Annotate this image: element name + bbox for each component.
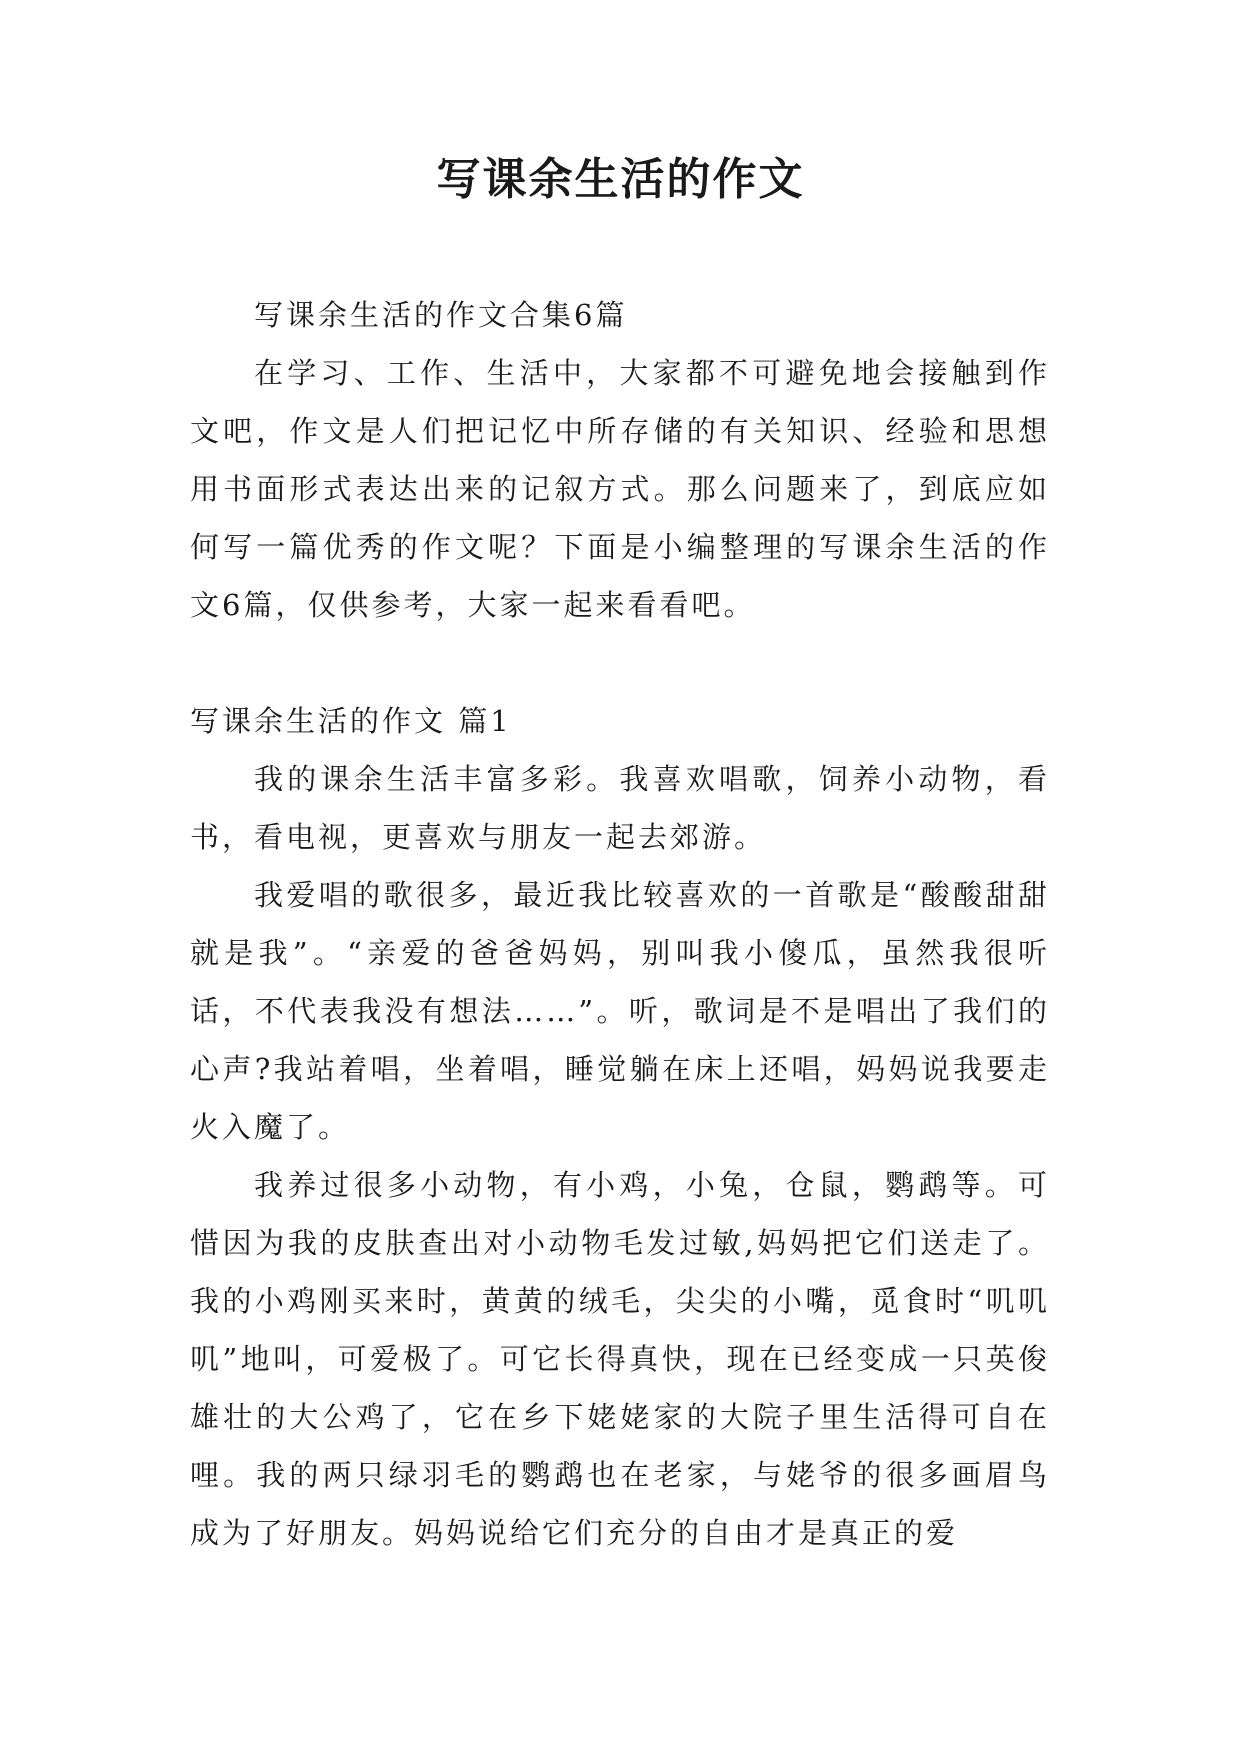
document-body <box>190 286 1050 1562</box>
intro-paragraph: 在学习、工作、生活中，大家都不可避免地会接触到作文吧，作文是人们把记忆中所存储的有关知识、经验和思想用书面形式表达出来的记叙方式。那么问题来了，到底应如何写一篇优秀的作文呢？下面是小编整理的写课余生活的作文6篇，仅供参考，大家一起来看看吧。 <box>190 356 1050 622</box>
document-title: 写课余生活的作文 <box>436 154 805 205</box>
body-paragraph: 我养过很多小动物，有小鸡，小兔，仓鼠，鹦鹉等。可惜因为我的皮肤查出对小动物毛发过敏,妈妈把它们送走了。我的小鸡刚买来时，黄黄的绒毛，尖尖的小嘴，觅食时“叽叽叽”地叫，可爱极了。可它长得真快，现在已经变成一只英俊雄壮的大公鸡了，它在乡下姥姥家的大院子里生活得可自在哩。我的两只绿羽毛的鹦鹉也在老家，与姥爷的很多画眉鸟成为了好朋友。妈妈说给它们充分的自由才是真正的爱 <box>190 1168 1050 1550</box>
body-paragraph: 我的课余生活丰富多彩。我喜欢唱歌，饲养小动物，看书，看电视，更喜欢与朋友一起去郊游。 <box>190 762 1050 854</box>
collection-subtitle: 写课余生活的作文合集6篇 <box>254 298 628 332</box>
body-paragraph: 我爱唱的歌很多，最近我比较喜欢的一首歌是“酸酸甜甜就是我”。“亲爱的爸爸妈妈，别叫我小傻瓜，虽然我很听话，不代表我没有想法……”。听，歌词是不是唱出了我们的心声?我站着唱，坐着唱，睡觉躺在床上还唱，妈妈说我要走火入魔了。 <box>190 878 1050 1144</box>
section-heading: 写课余生活的作文 篇1 <box>190 704 512 738</box>
